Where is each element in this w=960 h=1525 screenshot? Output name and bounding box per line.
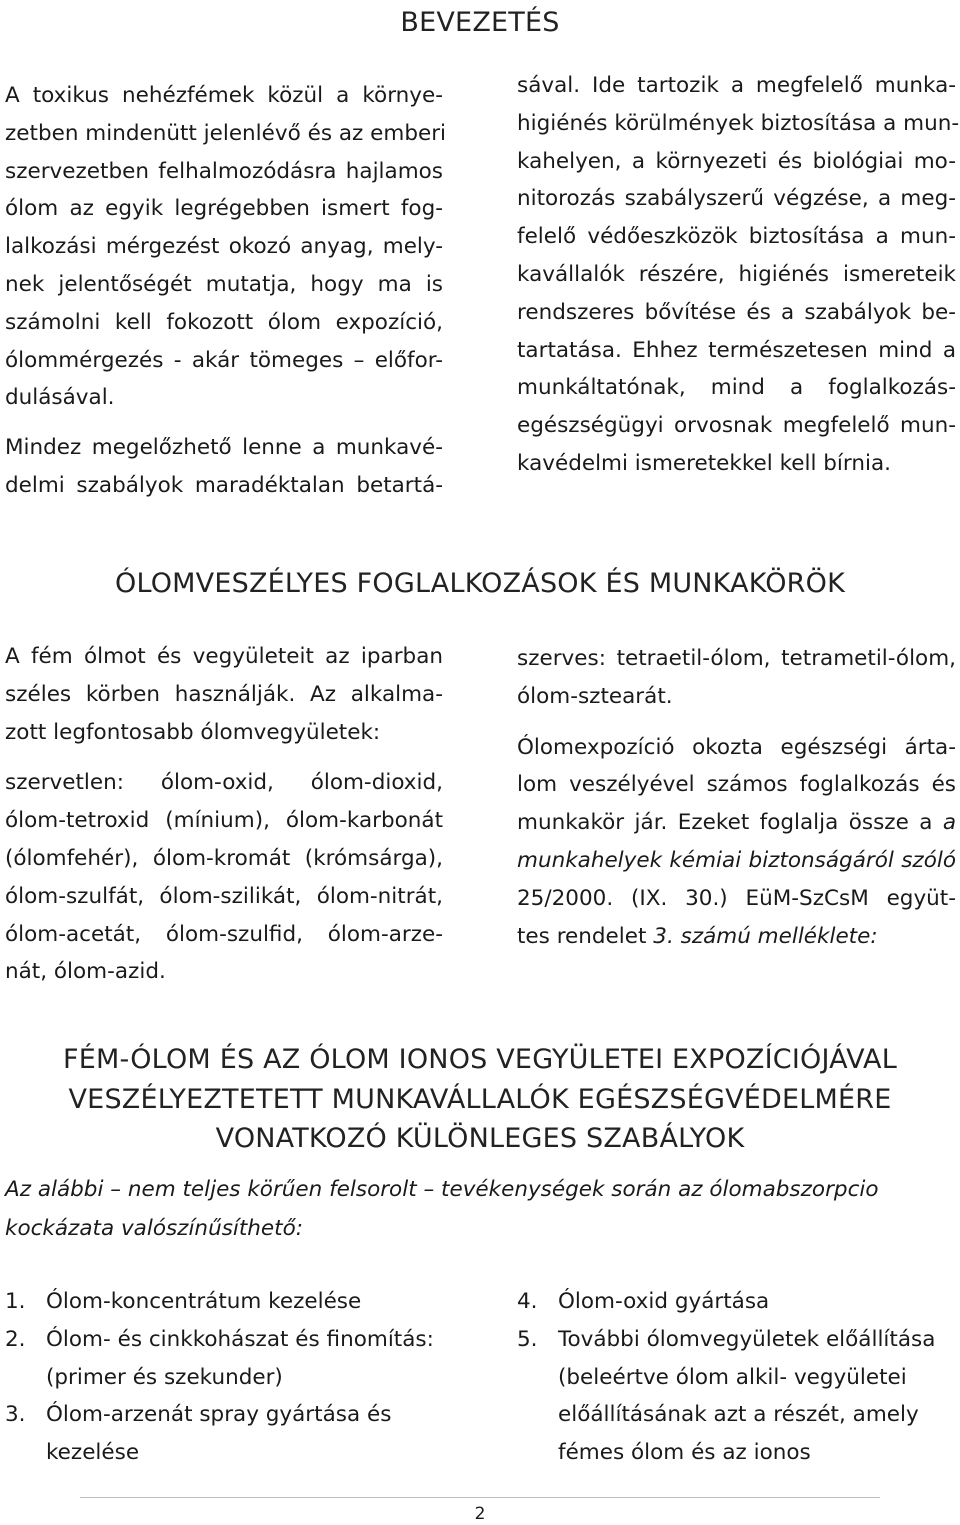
list-item-text: További ólomvegyületek előállítása	[558, 1326, 936, 1352]
text-line: higiénés körülmények biztosítása a mun-	[517, 110, 960, 136]
list-item-number: 3.	[5, 1402, 26, 1428]
text-line: nát, ólom-azid.	[5, 959, 166, 985]
list-item-text: (beleértve ólom alkil- vegyületei	[558, 1364, 907, 1390]
section-heading-hazardous-occupations: ÓLOMVESZÉLYES FOGLALKOZÁSOK ÉS MUNKAKÖRÖK	[115, 568, 845, 599]
text-line: Mindez megelőzhető lenne a munkavé-	[5, 435, 443, 461]
text-segment: tes rendelet	[517, 923, 654, 949]
intro-paragraph-1	[5, 77, 447, 417]
text-line: zott legfontosabb ólomvegyületek:	[5, 719, 381, 745]
intro-right-column	[517, 67, 960, 483]
list-item-text: Ólom-koncentrátum kezelése	[46, 1289, 362, 1314]
text-line: 25/2000. (IX. 30.) EüM-SzCsM együt-	[517, 885, 956, 911]
text-line: ólom az egyik legrégebben ismert fog-	[5, 196, 443, 222]
text-line: felelő védőeszközök biztosítása a mun-	[517, 224, 956, 250]
text-line: ólommérgezés - akár tömeges – előfor-	[5, 347, 443, 373]
text-line: munkahelyek kémiai biztonságáról szóló	[517, 847, 956, 873]
text-segment: munkakör jár. Ezeket foglalja össze a	[517, 810, 943, 836]
list-item-number: 5.	[517, 1326, 538, 1352]
section2-right-column	[517, 640, 956, 955]
list-item-text: Ólom-arzenát spray gyártása és	[46, 1402, 392, 1428]
regulation-paragraph	[517, 729, 956, 956]
list-item-text: kezelése	[46, 1440, 140, 1466]
text-line: nitorozás szabályszerű végzése, a meg-	[517, 186, 956, 212]
usage-paragraph	[5, 638, 443, 751]
page-title: BEVEZETÉS	[400, 7, 560, 38]
activity-list-item	[5, 1396, 455, 1472]
text-line: munkáltatónak, mind a foglalkozás-	[517, 375, 956, 401]
activity-list-item	[5, 1321, 455, 1397]
text-line: tartatása. Ehhez természetesen mind a	[517, 337, 956, 363]
activity-list-right	[517, 1283, 956, 1472]
text-line: szervetlen: ólom-oxid, ólom-dioxid,	[5, 770, 443, 796]
text-line: ólom-szulfát, ólom-szilikát, ólom-nitrát,	[5, 883, 443, 909]
text-line: lalkozási mérgezést okozó anyag, mely-	[5, 234, 443, 260]
text-line	[517, 918, 956, 956]
heading-line: VONATKOZÓ KÜLÖNLEGES SZABÁLYOK	[215, 1123, 745, 1154]
intro-italic-line: Az alábbi – nem teljes körűen felsorolt – tevékenységek során az ólomabszorpcio	[5, 1177, 879, 1202]
text-line: lom veszélyével számos foglalkozás és	[517, 772, 956, 798]
text-line: szerves: tetraetil-ólom, tetrametil-ólom,	[517, 646, 956, 671]
text-line: kavállalók részére, higiénés ismereteik	[517, 261, 956, 287]
section3-intro	[5, 1170, 960, 1248]
list-item-text: Ólom-oxid gyártása	[558, 1289, 770, 1314]
text-line: dulásával.	[5, 385, 115, 411]
list-item-number: 1.	[5, 1289, 26, 1314]
text-line: sával. Ide tartozik a megfelelő munka-	[517, 73, 956, 98]
activity-list-item	[5, 1283, 455, 1321]
text-line: rendszeres bővítése és a szabályok be-	[517, 299, 956, 325]
intro-paragraph-continued	[517, 67, 960, 483]
text-line: delmi szabályok maradéktalan betartá-	[5, 472, 443, 498]
text-line	[517, 804, 956, 842]
text-line: A fém ólmot és vegyületeit az iparban	[5, 644, 443, 669]
text-line: ólom-sztearát.	[517, 683, 673, 709]
text-line: zetben mindenütt jelenlévő és az emberi	[5, 120, 447, 146]
list-item-number: 4.	[517, 1289, 538, 1314]
inorganic-compounds-paragraph	[5, 764, 443, 991]
italic-segment: a	[942, 810, 956, 836]
intro-italic-line: kockázata valószínűsíthető:	[5, 1216, 303, 1241]
activity-list-left	[5, 1283, 455, 1472]
section-heading-special-rules	[0, 1040, 960, 1159]
text-line: számolni kell fokozott ólom expozíció,	[5, 309, 443, 335]
list-item-text: előállításának azt a részét, amely	[558, 1402, 919, 1428]
text-line: nek jelentőségét mutatja, hogy ma is	[5, 271, 443, 297]
text-line: szervezetben felhalmozódásra hajlamos	[5, 158, 443, 184]
section2-left-column	[5, 638, 443, 991]
intro-paragraph-2	[5, 429, 443, 505]
list-item-text: (primer és szekunder)	[46, 1364, 283, 1390]
heading-line: VESZÉLYEZTETETT MUNKAVÁLLALÓK EGÉSZSÉGVÉDELMÉRE	[68, 1083, 892, 1115]
activity-list-item	[517, 1283, 956, 1321]
intro-left-column	[5, 77, 447, 505]
text-line: egészségügyi orvosnak megfelelő mun-	[517, 413, 956, 439]
text-line: Ólomexpozíció okozta egészségi árta-	[517, 734, 956, 760]
list-item-text: fémes ólom és az ionos	[558, 1440, 811, 1466]
text-line: ólom-acetát, ólom-szulfid, ólom-arze-	[5, 921, 443, 947]
italic-segment: 3. számú melléklete:	[653, 923, 878, 949]
list-item-text: Ólom- és cinkkohászat és finomítás:	[46, 1326, 434, 1352]
text-line: kavédelmi ismeretekkel kell bírnia.	[517, 450, 891, 476]
text-line: ólom-tetroxid (mínium), ólom-karbonát	[5, 808, 443, 834]
footer-divider	[80, 1497, 880, 1498]
text-line: A toxikus nehézfémek közül a környe-	[5, 83, 443, 108]
organic-compounds-paragraph	[517, 640, 956, 716]
text-line: (ólomfehér), ólom-kromát (krómsárga),	[5, 845, 443, 871]
heading-line: FÉM-ÓLOM ÉS AZ ÓLOM IONOS VEGYÜLETEI EXPOZÍCIÓJÁVAL	[63, 1044, 897, 1075]
text-line: széles körben használják. Az alkalma-	[5, 681, 443, 707]
activity-list-item	[517, 1321, 956, 1472]
list-item-number: 2.	[5, 1326, 26, 1352]
text-line: kahelyen, a környezeti és biológiai mo-	[517, 148, 956, 174]
page-number: 2	[474, 1504, 486, 1524]
